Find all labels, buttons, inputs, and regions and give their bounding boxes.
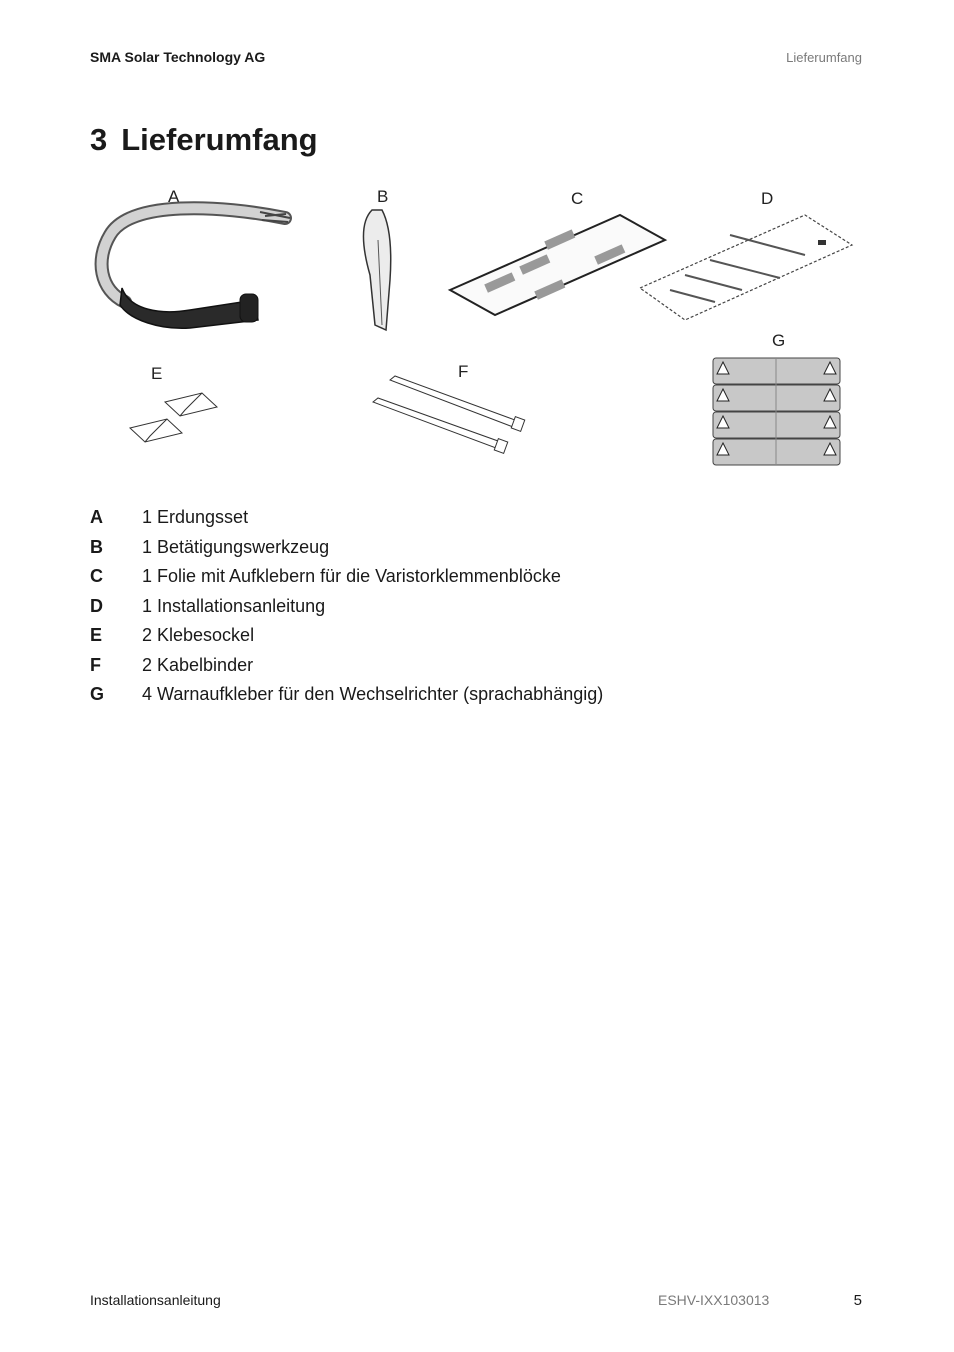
delivery-items-list bbox=[90, 503, 860, 710]
grounding-set-illustration bbox=[102, 208, 290, 328]
list-item bbox=[90, 503, 860, 533]
item-text: 1 Betätigungswerkzeug bbox=[142, 536, 330, 557]
item-text: 1 Folie mit Aufklebern für die Varistorklemmenblöcke bbox=[142, 566, 561, 587]
figure-label-g: G bbox=[772, 331, 786, 350]
list-item bbox=[90, 621, 860, 651]
figure-label-c: C bbox=[571, 189, 584, 208]
item-key: F bbox=[90, 654, 101, 675]
figure-label-b: B bbox=[377, 187, 389, 206]
list-item bbox=[90, 651, 860, 681]
header-section: Lieferumfang bbox=[786, 50, 862, 65]
item-key: D bbox=[90, 595, 103, 616]
list-item bbox=[90, 562, 860, 592]
item-key: A bbox=[90, 507, 103, 528]
item-text: 4 Warnaufkleber für den Wechselrichter (sprachabhängig) bbox=[142, 684, 604, 705]
figure-label-f: F bbox=[458, 362, 469, 381]
sticker-foil-illustration bbox=[450, 215, 665, 315]
cable-ties-illustration bbox=[373, 376, 525, 453]
figure-label-d: D bbox=[761, 189, 774, 208]
item-key: E bbox=[90, 625, 103, 646]
item-text: 2 Kabelbinder bbox=[142, 654, 254, 675]
operating-tool-illustration bbox=[363, 210, 390, 330]
page-number: 5 bbox=[853, 1292, 862, 1309]
adhesive-bases-illustration bbox=[130, 393, 217, 442]
chapter-title: Lieferumfang bbox=[121, 122, 318, 157]
header-company: SMA Solar Technology AG bbox=[90, 49, 266, 65]
warning-stickers-illustration bbox=[713, 358, 840, 465]
item-key: C bbox=[90, 566, 103, 587]
figure-label-e: E bbox=[151, 364, 163, 383]
installation-manual-illustration bbox=[640, 215, 852, 320]
figure-label-a: A bbox=[168, 187, 180, 206]
chapter-number: 3 bbox=[90, 122, 108, 157]
list-item bbox=[90, 592, 860, 622]
item-text: 1 Erdungsset bbox=[142, 507, 249, 528]
item-text: 2 Klebesockel bbox=[142, 625, 255, 646]
item-key: G bbox=[90, 684, 105, 705]
item-text: 1 Installationsanleitung bbox=[142, 595, 326, 616]
footer-doc-code: ESHV-IXX103013 bbox=[658, 1292, 770, 1308]
page-title bbox=[90, 122, 318, 158]
item-key: B bbox=[90, 536, 103, 557]
list-item bbox=[90, 533, 860, 563]
scope-of-delivery-figure bbox=[90, 180, 860, 480]
list-item bbox=[90, 680, 860, 710]
footer-doc-type: Installationsanleitung bbox=[90, 1292, 221, 1308]
